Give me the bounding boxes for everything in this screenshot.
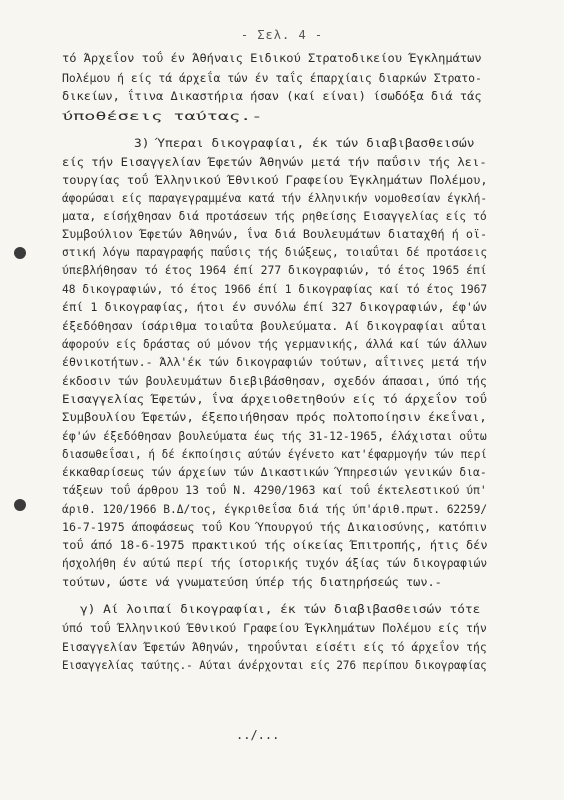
text-line: Συμβουλίου Έφετών, έξεποιήθησαν πρός πολτοποίησιν έκεΐναι, [62, 411, 487, 424]
continuation-mark: ../... [236, 728, 280, 742]
text-line: έκκαθαρίσεως τών άρχείων τών Δικαστικών Ύπηρεσιών γενικών δια- [62, 466, 487, 479]
text-line: Συμβούλιον Έφετών Άθηνών, ΐνα διά Βουλευμάτων διαταχθή ή οϊ- [62, 228, 488, 241]
text-line: έφ'ών έξεδόθησαν βουλεύματα έως τής 31-12-1965, έλάχισται οΰτω [62, 430, 487, 443]
text-line: άφορώσαι είς παραγεγραμμένα κατά τήν έλληνικήν νομοθεσίαν έγκλή- [62, 192, 488, 205]
text-line: στική λόγω παραγραφής παΰσις τής διώξεως, τοιαΰται δέ προτάσεις [62, 246, 488, 259]
text-line: άφορούν είς δράστας ού μόνον τής γερμανικής, άλλά καί τών άλλων [62, 338, 488, 351]
text-line: ήσχολήθη έν αύτώ περί τής ίστορικής τυχόν άξίας τών δικογραφιών [62, 557, 488, 570]
text-line: ύπεβλήθησαν τό έτος 1964 έπί 277 δικογραφιών, τό έτος 1965 έπί [62, 264, 487, 277]
text-line: τοΰ άπό 18-6-1975 πρακτικού τής οίκείας Έπιτροπής, ήτις δέν [62, 539, 488, 552]
text-line: διασωθεΐσαι, ή δέ έκποίησις αύτών έγένετο κατ'έφαρμογήν τών περί [62, 448, 488, 461]
text-line: έκδοσιν τών βουλευμάτων διεβιβάσθησαν, σχεδόν άπασαι, ύπό τής [62, 375, 487, 388]
text-line: ύποθέσεις ταύτας.- [62, 110, 263, 123]
text-line: έθνικοτήτων.- Άλλ'έκ τών δικογραφιών τούτων, αΐτινες μετά τήν [62, 356, 487, 369]
text-line: είς τήν Εισαγγελίαν Έφετών Άθηνών μετά τήν παΰσιν τής λει- [62, 156, 487, 169]
page-number: - Σελ. 4 - [240, 28, 324, 42]
punch-hole-icon [14, 499, 26, 511]
text-line: τούτων, ώστε νά γνωματεύση ύπέρ τής διατηρήσεώς των.- [62, 576, 442, 589]
text-line: 16-7-1975 άποφάσεως τοΰ Κου Ύπουργού τής Δικαιοσύνης, κατόπιν [62, 521, 487, 534]
text-line: έπί 1 δικογραφίας, ήτοι έν συνόλω έπί 327 δικογραφιών, έφ'ών [62, 301, 488, 314]
text-line: τάξεων τοΰ άρθρου 13 τοΰ Ν. 4290/1963 καί τοΰ έκτελεστικού ύπ' [62, 484, 487, 497]
text-line: ύπό τοΰ Έλληνικού Έθνικού Γραφείου Έγκλημάτων Πολέμου είς τήν [62, 622, 487, 635]
text-line: δικείων, ΐτινα Δικαστήρια ήσαν (καί είναι) ίσωδόξα διά τάς [62, 90, 482, 103]
text-line: 48 δικογραφιών, τό έτος 1966 έπί 1 δικογραφίας καί τό έτος 1967 [62, 283, 488, 296]
punch-hole-icon [14, 247, 26, 259]
text-line: Εισαγγελίας Έφετών, ΐνα άρχειοθετηθούν είς τό άρχεΐον τοΰ [62, 393, 488, 406]
text-line: τό Άρχεΐον τοΰ έν Άθήναις Ειδικού Στρατοδικείου Έγκλημάτων [62, 52, 482, 65]
text-line: γ) Αί λοιπαί δικογραφίαι, έκ τών διαβιβασθεισών τότε [80, 603, 481, 616]
text-line: Πολέμου ή είς τά άρχεΐα τών έν ταΐς έπαρχίαις διαρκών Στρατο- [62, 72, 482, 85]
text-line: 3) Ύπεραι δικογραφίαι, έκ τών διαβιβασθεισών [134, 137, 475, 150]
text-line: άριθ. 120/1966 Β.Δ/τος, έγκριθεΐσα διά τής ύπ'άριθ.πρωτ. 62259/ [62, 503, 488, 516]
text-line: Εισαγγελίαν Έφετών Άθηνών, τηροΰνται είσέτι είς τό άρχεΐον τής [62, 641, 487, 654]
text-line: Εισαγγελίας ταύτης.- Αύται άνέρχονται είς 276 περίπου δικογραφίας [62, 659, 487, 672]
text-line: τουργίας τοΰ Έλληνικού Έθνικού Γραφείου Έγκλημάτων Πολέμου, [62, 174, 488, 187]
text-line: έξεδόθησαν ίσάριθμα τοιαΰτα βουλεύματα. Αί δικογραφίαι αΰται [62, 320, 488, 333]
text-line: ματα, είσήχθησαν διά προτάσεων τής ρηθείσης Εισαγγελίας είς τό [62, 210, 487, 223]
